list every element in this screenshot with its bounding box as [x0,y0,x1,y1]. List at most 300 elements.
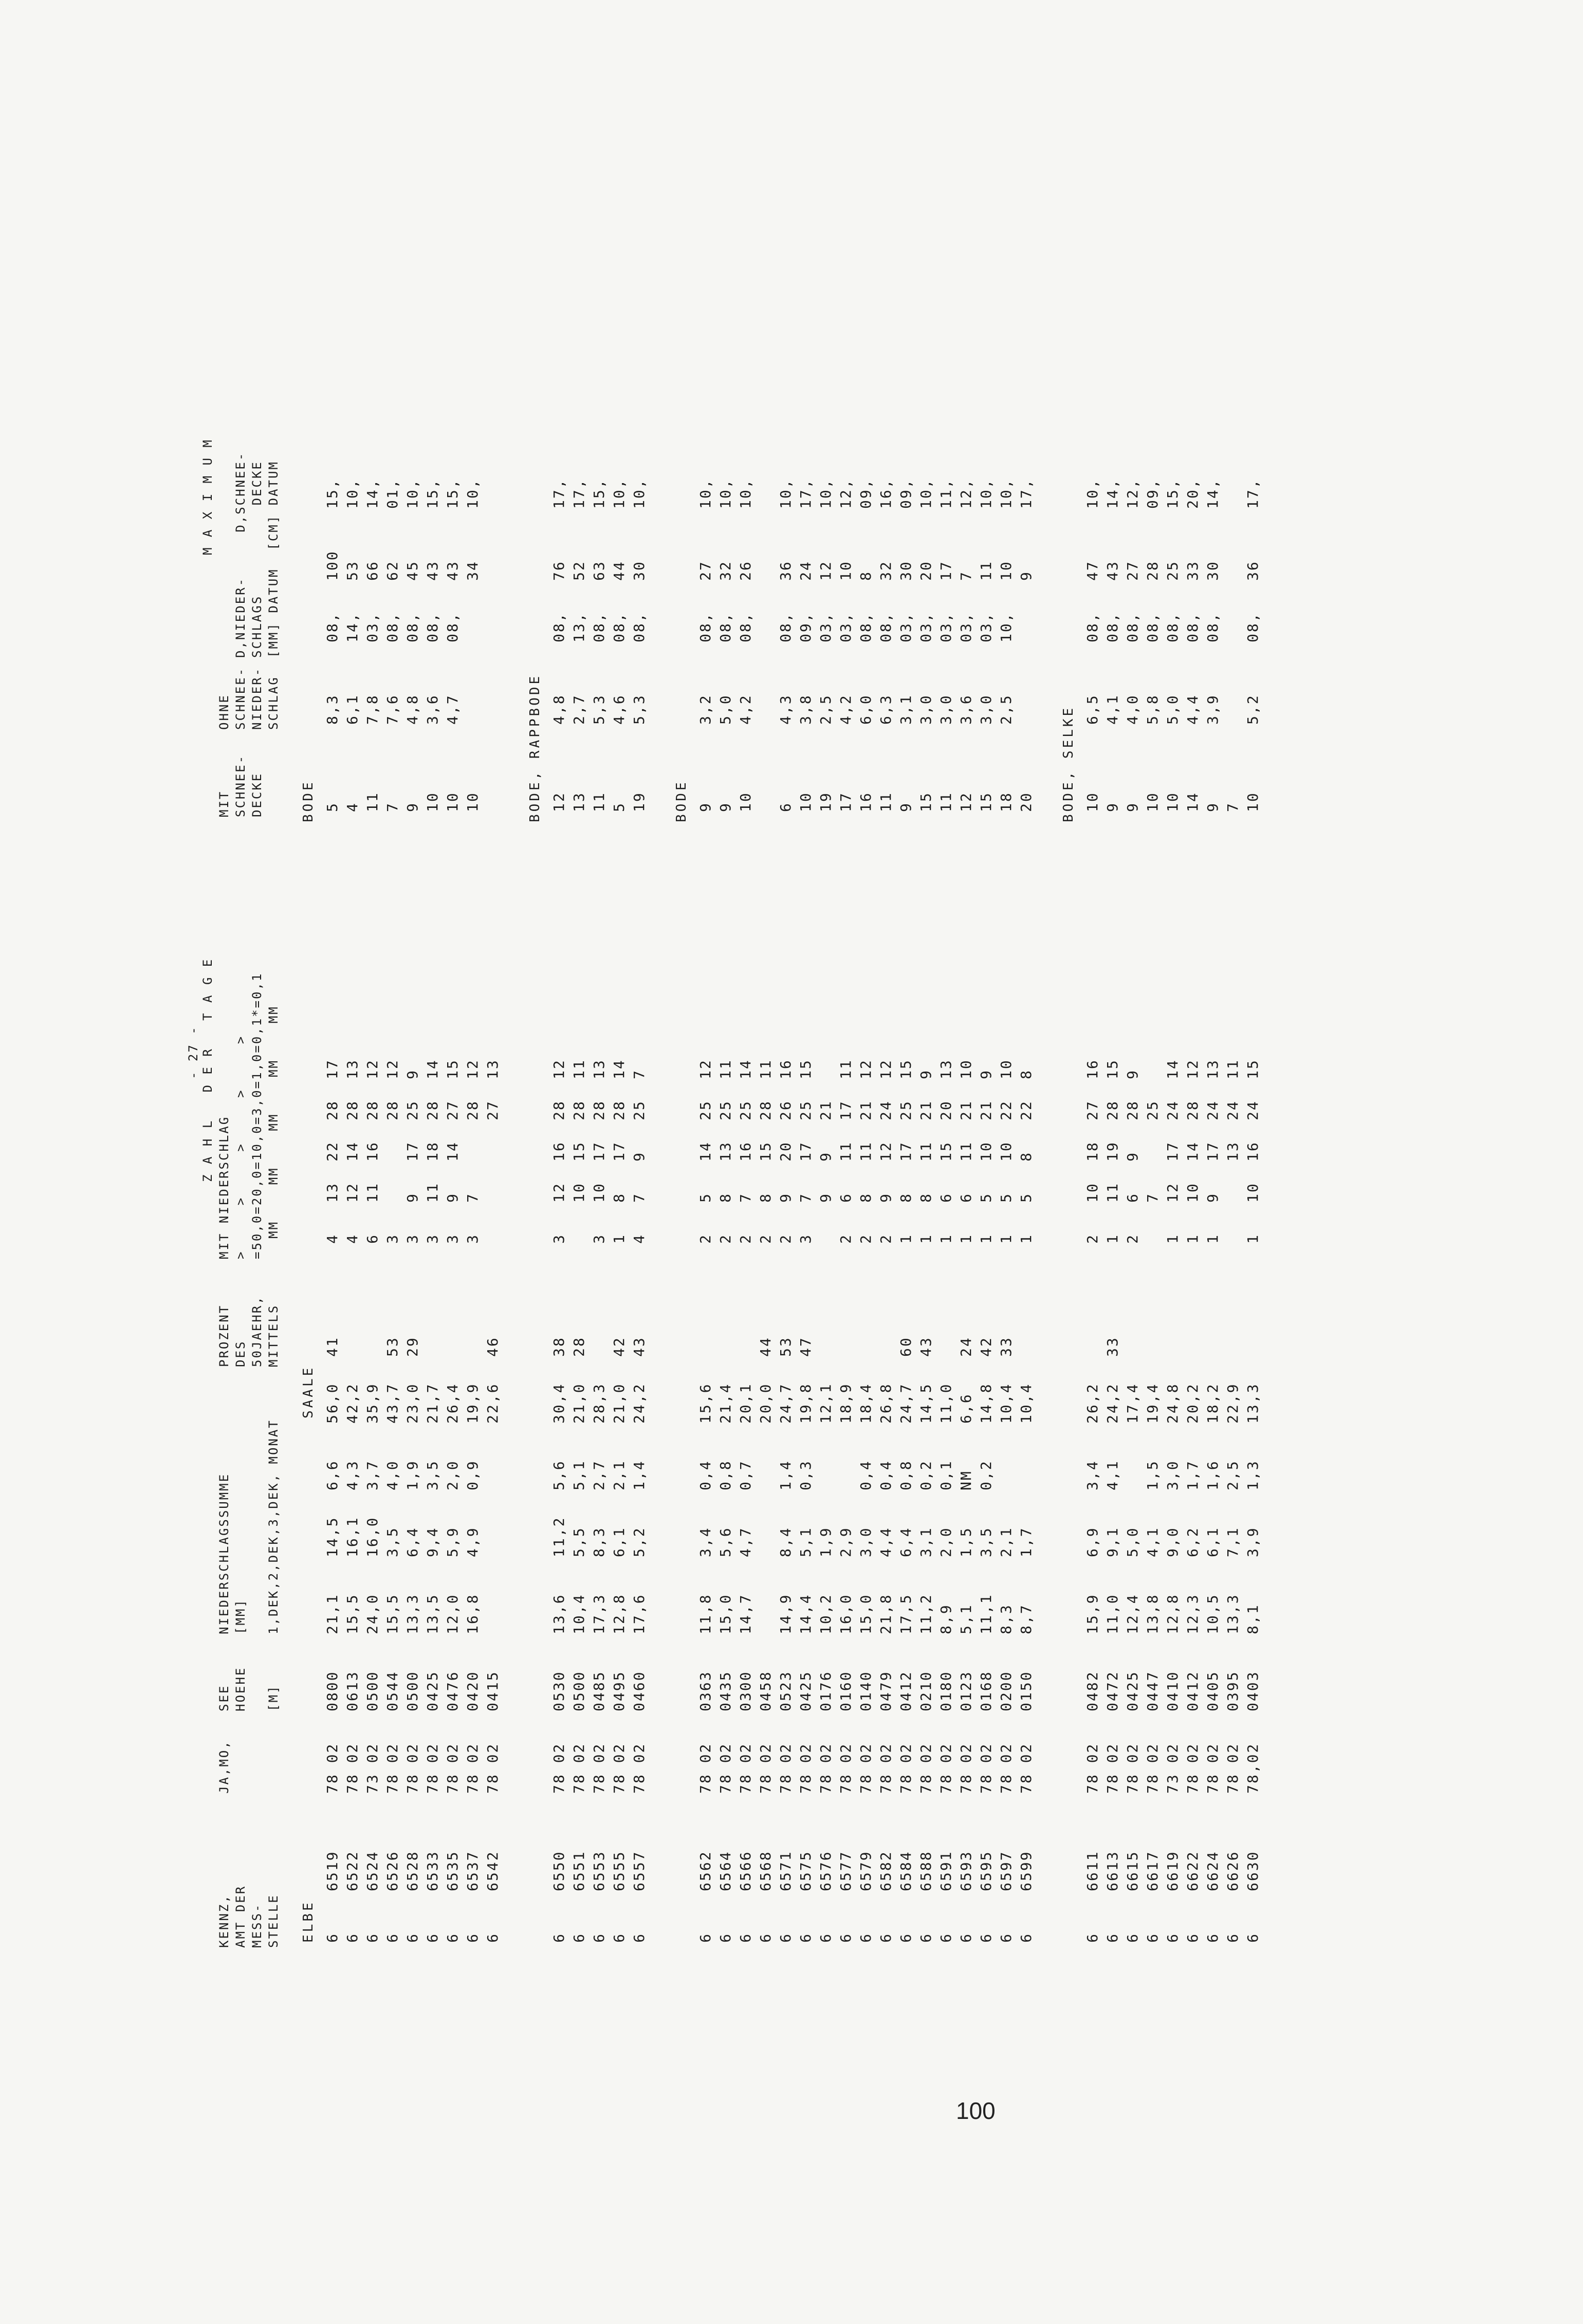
cell-days-ge-3: 24 [1164,1100,1181,1120]
cell-amt: 6 [591,1932,608,1943]
cell-monthly-sum: 18,9 [837,1382,854,1424]
cell-max-snow-depth: 09, [857,478,874,509]
page-number: 100 [956,2097,996,2124]
cell-days-ge-1: 11 [570,1059,587,1079]
cell-dek3: 6,6 [324,1460,341,1490]
cell-days-ge-1: 13 [484,1059,501,1079]
table-row [978,154,998,1953]
cell-station-id: 6577 [837,1850,854,1891]
cell-days-ge-20: 7 [631,1192,648,1203]
cell-days-no-snow: 5,8 [1144,694,1161,725]
cell-elevation: 0495 [611,1670,628,1711]
cell-days-ge-3: 25 [697,1100,714,1120]
cell-days-ge-20: 8 [717,1192,734,1203]
cell-year-month: 78 02 [1018,1742,1035,1794]
cell-dek3: 1,3 [1244,1460,1261,1490]
cell-elevation: 0140 [857,1670,874,1711]
cell-amt: 6 [484,1932,501,1943]
table-row [817,154,837,1953]
cell-days-ge-10: 12 [877,1141,894,1161]
cell-year-month: 78 02 [1224,1742,1241,1794]
cell-dek1: 13,3 [1224,1593,1241,1634]
cell-percent-of-mean: 33 [998,1336,1015,1357]
cell-days-ge-20: 6 [837,1192,854,1203]
cell-days-ge-10: 10 [978,1141,995,1161]
cell-days-ge-20: 9 [817,1192,834,1203]
table-row [1164,154,1184,1953]
cell-days-no-snow: 6,3 [877,694,894,725]
cell-monthly-sum: 10,4 [1018,1382,1035,1424]
cell-station-id: 6584 [897,1850,914,1891]
cell-dek2: 6,2 [1184,1526,1201,1557]
cell-days-snow-cover: 19 [631,791,648,812]
cell-dek3: 1,6 [1204,1460,1221,1490]
cell-max-precip: 08, [717,612,734,642]
cell-days-ge-50: 2 [717,1233,734,1244]
cell-days-ge-20: 7 [737,1192,754,1203]
cell-days-ge-10: 19 [1104,1141,1121,1161]
cell-monthly-sum: 17,4 [1124,1382,1141,1424]
cell-monthly-sum: 26,8 [877,1382,894,1424]
cell-year-month: 78 02 [717,1742,734,1794]
cell-days-ge-10: 14 [697,1141,714,1161]
cell-amt: 6 [877,1932,894,1943]
cell-days-ge-20: 6 [937,1192,954,1203]
cell-days-ge-1: 12 [877,1059,894,1079]
cell-amt: 6 [797,1932,814,1943]
cell-days-ge-10: 15 [757,1141,774,1161]
header-zahl-der-tage: Z A H L D E R T A G E [200,957,215,1182]
cell-dek1: 15,5 [344,1593,361,1634]
cell-days-ge-3: 25 [797,1100,814,1120]
cell-days-no-snow: 4,2 [837,694,854,725]
cell-amt: 6 [1224,1932,1241,1943]
cell-days-ge-10: 16 [737,1141,754,1161]
cell-station-id: 6599 [1018,1850,1035,1891]
cell-days-ge-10: 20 [777,1141,794,1161]
cell-days-ge-10: 8 [1018,1151,1035,1161]
cell-dek3: 4,3 [344,1460,361,1490]
cell-days-snow-cover: 4 [344,802,361,812]
cell-year-month: 78 02 [631,1742,648,1794]
cell-station-id: 6582 [877,1850,894,1891]
cell-year-month: 78 02 [757,1742,774,1794]
cell-days-ge-3: 22 [998,1100,1015,1120]
header-ohne-schnee: OHNE SCHNEE- NIEDER- SCHLAG [217,667,281,730]
cell-days-ge-20: 12 [550,1182,567,1203]
cell-days-ge-1: 15 [444,1059,461,1079]
cell-days-no-snow: 5,0 [717,694,734,725]
cell-elevation: 0613 [344,1670,361,1711]
cell-max-precip-date: 11 [978,560,995,581]
cell-year-month: 78 02 [777,1742,794,1794]
header-dekaden: 1,DEK,2,DEK,3,DEK, MONAT [266,1419,281,1634]
cell-max-precip-date: 27 [697,560,714,581]
cell-dek1: 17,5 [897,1593,914,1634]
header-maximum: M A X I M U M [200,438,215,555]
table-row [1104,154,1124,1953]
cell-days-snow-cover: 10 [1084,791,1101,812]
header-niederschlagssumme: NIEDERSCHLAGSSUMME [MM] [217,1472,248,1634]
cell-days-no-snow: 8,3 [324,694,341,725]
cell-station-id: 6617 [1144,1850,1161,1891]
cell-days-ge-20: 8 [757,1192,774,1203]
table-row [717,154,737,1953]
cell-days-ge-20: 11 [1104,1182,1121,1203]
cell-max-snow-depth: 10, [1084,478,1101,509]
cell-max-precip: 03, [937,612,954,642]
cell-days-ge-3: 25 [404,1100,421,1120]
cell-days-ge-10: 17 [797,1141,814,1161]
table-row [1018,154,1038,1953]
cell-elevation: 0479 [877,1670,894,1711]
cell-station-id: 6533 [424,1850,441,1891]
cell-days-ge-50: 2 [777,1233,794,1244]
cell-station-id: 6619 [1164,1850,1181,1891]
cell-days-ge-50: 3 [384,1233,401,1244]
cell-days-ge-10: 17 [1204,1141,1221,1161]
cell-max-precip: 03, [978,612,995,642]
cell-elevation: 0405 [1204,1670,1221,1711]
cell-dek1: 12,8 [1164,1593,1181,1634]
cell-max-precip: 08, [611,612,628,642]
header-jamo: JA,MO, [217,1740,231,1794]
cell-days-no-snow: 5,2 [1244,694,1261,725]
cell-days-ge-50: 2 [737,1233,754,1244]
cell-days-snow-cover: 11 [877,791,894,812]
cell-days-ge-3: 25 [1144,1100,1161,1120]
cell-days-no-snow: 4,8 [550,694,567,725]
cell-dek3: 1,9 [404,1460,421,1490]
cell-days-ge-3: 21 [978,1100,995,1120]
cell-monthly-sum: 24,8 [1164,1382,1181,1424]
cell-percent-of-mean: 53 [384,1336,401,1357]
cell-year-month: 78 02 [444,1742,461,1794]
cell-days-ge-1: 13 [937,1059,954,1079]
cell-dek2: 3,9 [1244,1526,1261,1557]
cell-days-no-snow: 4,3 [777,694,794,725]
cell-days-ge-20: 5 [998,1192,1015,1203]
cell-days-ge-50: 3 [404,1233,421,1244]
cell-max-precip-date: 25 [1164,560,1181,581]
cell-percent-of-mean: 33 [1104,1336,1121,1357]
cell-days-no-snow: 4,0 [1124,694,1141,725]
cell-max-precip-date: 47 [1084,560,1101,581]
cell-amt: 6 [978,1932,995,1943]
cell-days-snow-cover: 18 [998,791,1015,812]
cell-max-precip: 03, [817,612,834,642]
cell-dek2: 6,1 [1204,1526,1221,1557]
cell-days-ge-50: 2 [877,1233,894,1244]
cell-days-ge-1: 11 [1224,1059,1241,1079]
cell-days-no-snow: 6,1 [344,694,361,725]
cell-days-ge-3: 28 [757,1100,774,1120]
cell-days-ge-3: 28 [384,1100,401,1120]
cell-dek2: 3,1 [917,1526,934,1557]
cell-elevation: 0412 [897,1670,914,1711]
cell-monthly-sum: 18,2 [1204,1382,1221,1424]
cell-days-ge-20: 5 [697,1192,714,1203]
cell-year-month: 78 02 [550,1742,567,1794]
cell-dek1: 16,8 [464,1593,481,1634]
cell-elevation: 0460 [631,1670,648,1711]
cell-amt: 6 [344,1932,361,1943]
cell-dek1: 11,8 [697,1593,714,1634]
cell-max-snow-depth: 10, [817,478,834,509]
cell-station-id: 6542 [484,1850,501,1891]
cell-days-ge-1: 9 [1124,1069,1141,1079]
cell-max-snow-depth: 10, [737,478,754,509]
header-mit-schneedecke: MIT SCHNEE- DECKE [217,754,264,817]
cell-monthly-sum: 26,4 [444,1382,461,1424]
table-row [1224,154,1244,1953]
cell-monthly-sum: 20,1 [737,1382,754,1424]
cell-days-ge-3: 21 [958,1100,974,1120]
cell-station-id: 6526 [384,1850,401,1891]
cell-amt: 6 [324,1932,341,1943]
cell-days-ge-10: 15 [937,1141,954,1161]
cell-station-id: 6626 [1224,1850,1241,1891]
cell-days-ge-50: 1 [1164,1233,1181,1244]
cell-days-snow-cover: 5 [324,802,341,812]
cell-monthly-sum: 56,0 [324,1382,341,1424]
cell-days-ge-3: 24 [877,1100,894,1120]
cell-dek2: 9,0 [1164,1526,1181,1557]
cell-days-snow-cover: 9 [1204,802,1221,812]
cell-days-ge-1: 11 [837,1059,854,1079]
cell-dek2: 9,1 [1104,1526,1121,1557]
cell-days-snow-cover: 9 [897,802,914,812]
cell-amt: 6 [1204,1932,1221,1943]
cell-station-id: 6576 [817,1850,834,1891]
table-row [1124,154,1144,1953]
cell-days-ge-10: 16 [550,1141,567,1161]
cell-elevation: 0485 [591,1670,608,1711]
cell-max-precip: 13, [570,612,587,642]
cell-max-snow-depth: 15, [444,478,461,509]
table-row [384,154,404,1953]
cell-max-precip-date: 17 [937,560,954,581]
cell-max-snow-depth: 10, [464,478,481,509]
table-row [757,154,777,1953]
cell-days-ge-20: 12 [344,1182,361,1203]
cell-days-ge-20: 10 [570,1182,587,1203]
cell-days-ge-50: 6 [364,1233,381,1244]
cell-days-ge-20: 9 [444,1192,461,1203]
cell-max-precip: 03, [837,612,854,642]
cell-days-ge-50: 2 [697,1233,714,1244]
cell-amt: 6 [717,1932,734,1943]
cell-max-snow-depth: 12, [958,478,974,509]
cell-percent-of-mean: 44 [757,1336,774,1357]
cell-amt: 6 [817,1932,834,1943]
cell-elevation: 0420 [464,1670,481,1711]
cell-dek1: 12,4 [1124,1593,1141,1634]
cell-days-snow-cover: 13 [570,791,587,812]
cell-monthly-sum: 23,0 [404,1382,421,1424]
cell-max-precip: 08, [444,612,461,642]
cell-dek2: 1,5 [958,1526,974,1557]
cell-days-no-snow: 3,9 [1204,694,1221,725]
cell-station-id: 6553 [591,1850,608,1891]
cell-elevation: 0530 [550,1670,567,1711]
cell-days-ge-10: 16 [364,1141,381,1161]
cell-amt: 6 [550,1932,567,1943]
cell-days-no-snow: 5,0 [1164,694,1181,725]
cell-days-snow-cover: 12 [958,791,974,812]
cell-station-id: 6566 [737,1850,754,1891]
cell-max-precip-date: 66 [364,560,381,581]
cell-days-ge-50: 3 [444,1233,461,1244]
cell-max-snow-depth: 15, [324,478,341,509]
cell-station-id: 6615 [1124,1850,1141,1891]
cell-days-snow-cover: 20 [1018,791,1035,812]
cell-days-ge-3: 28 [324,1100,341,1120]
cell-max-snow-depth: 10, [404,478,421,509]
cell-days-ge-3: 27 [484,1100,501,1120]
cell-max-precip-date: 26 [737,560,754,581]
cell-max-precip: 08, [384,612,401,642]
cell-days-ge-1: 9 [978,1069,995,1079]
cell-percent-of-mean: 38 [550,1336,567,1357]
cell-days-no-snow: 3,1 [897,694,914,725]
cell-max-snow-depth: 09, [1144,478,1161,509]
cell-days-no-snow: 6,5 [1084,694,1101,725]
cell-amt: 6 [1244,1932,1261,1943]
cell-days-ge-1: 14 [737,1059,754,1079]
cell-days-ge-10: 9 [817,1151,834,1161]
cell-max-precip: 08, [404,612,421,642]
cell-max-precip: 08, [1124,612,1141,642]
cell-monthly-sum: 28,3 [591,1382,608,1424]
cell-days-ge-1: 12 [1184,1059,1201,1079]
cell-days-ge-20: 6 [1124,1192,1141,1203]
cell-station-id: 6564 [717,1850,734,1891]
cell-days-ge-3: 22 [1018,1100,1035,1120]
cell-year-month: 78 02 [917,1742,934,1794]
cell-elevation: 0210 [917,1670,934,1711]
cell-dek1: 17,6 [631,1593,648,1634]
group-label-river: SAALE [301,1365,316,1418]
cell-days-ge-1: 16 [1084,1059,1101,1079]
cell-days-ge-3: 25 [717,1100,734,1120]
cell-dek2: 6,1 [611,1526,628,1557]
cell-days-ge-1: 9 [917,1069,934,1079]
cell-max-precip-date: 30 [631,560,648,581]
cell-days-ge-20: 5 [1018,1192,1035,1203]
cell-days-ge-10: 10 [998,1141,1015,1161]
cell-amt: 6 [1018,1932,1035,1943]
cell-max-precip-date: 30 [897,560,914,581]
cell-days-ge-50: 3 [797,1233,814,1244]
cell-days-no-snow: 3,6 [424,694,441,725]
cell-days-ge-10: 22 [324,1141,341,1161]
cell-monthly-sum: 22,6 [484,1382,501,1424]
cell-amt: 6 [1124,1932,1141,1943]
cell-days-ge-50: 2 [757,1233,774,1244]
cell-year-month: 78 02 [591,1742,608,1794]
table-row [631,154,651,1953]
cell-year-month: 78 02 [1104,1742,1121,1794]
cell-days-ge-10: 17 [404,1141,421,1161]
cell-year-month: 78 02 [797,1742,814,1794]
cell-station-id: 6575 [797,1850,814,1891]
cell-monthly-sum: 12,1 [817,1382,834,1424]
cell-dek3: 0,4 [857,1460,874,1490]
cell-amt: 6 [570,1932,587,1943]
cell-days-snow-cover: 10 [737,791,754,812]
cell-station-id: 6528 [404,1850,421,1891]
cell-days-ge-3: 28 [344,1100,361,1120]
cell-days-ge-50: 1 [1204,1233,1221,1244]
cell-days-ge-10: 14 [344,1141,361,1161]
cell-elevation: 0200 [998,1670,1015,1711]
cell-days-ge-1: 12 [550,1059,567,1079]
group-label-basin: BODE, SELKE [1061,705,1076,822]
cell-year-month: 78 02 [1204,1742,1221,1794]
cell-dek2: 9,4 [424,1526,441,1557]
cell-year-month: 78 02 [857,1742,874,1794]
cell-days-ge-20: 11 [364,1182,381,1203]
cell-monthly-sum: 6,6 [958,1393,974,1424]
cell-amt: 6 [1144,1932,1161,1943]
cell-elevation: 0168 [978,1670,995,1711]
cell-dek3: 1,4 [777,1460,794,1490]
cell-dek2: 2,9 [837,1526,854,1557]
cell-dek3: 5,6 [550,1460,567,1490]
cell-days-ge-10: 11 [857,1141,874,1161]
cell-max-precip-date: 33 [1184,560,1201,581]
cell-station-id: 6537 [464,1850,481,1891]
cell-dek3: 1,7 [1184,1460,1201,1490]
cell-days-no-snow: 5,3 [591,694,608,725]
table-row [424,154,444,1953]
cell-station-id: 6579 [857,1850,874,1891]
cell-max-precip-date: 24 [797,560,814,581]
cell-year-month: 78 02 [1084,1742,1101,1794]
cell-dek2: 5,5 [570,1526,587,1557]
cell-days-ge-50: 1 [1184,1233,1201,1244]
cell-max-snow-depth: 10, [717,478,734,509]
cell-days-ge-3: 27 [444,1100,461,1120]
cell-max-precip-date: 10 [998,560,1015,581]
table-row [737,154,757,1953]
cell-monthly-sum: 20,0 [757,1382,774,1424]
cell-percent-of-mean: 29 [404,1336,421,1357]
cell-max-snow-depth: 15, [591,478,608,509]
cell-year-month: 78 02 [837,1742,854,1794]
cell-dek3: 0,4 [697,1460,714,1490]
cell-days-ge-50: 3 [464,1233,481,1244]
cell-percent-of-mean: 41 [324,1336,341,1357]
cell-dek3: 3,5 [424,1460,441,1490]
table-row [550,154,570,1953]
cell-elevation: 0363 [697,1670,714,1711]
cell-days-ge-3: 28 [1184,1100,1201,1120]
cell-year-month: 78 02 [404,1742,421,1794]
cell-days-snow-cover: 10 [1164,791,1181,812]
cell-max-precip: 08, [424,612,441,642]
cell-dek1: 15,0 [717,1593,734,1634]
table-row [937,154,958,1953]
cell-max-snow-depth: 10, [998,478,1015,509]
header-units: MM MM MM MM MM [266,1005,281,1239]
cell-elevation: 0160 [837,1670,854,1711]
cell-monthly-sum: 11,0 [937,1382,954,1424]
cell-days-ge-50: 3 [550,1233,567,1244]
cell-max-snow-depth: 12, [1124,478,1141,509]
cell-elevation: 0500 [404,1670,421,1711]
